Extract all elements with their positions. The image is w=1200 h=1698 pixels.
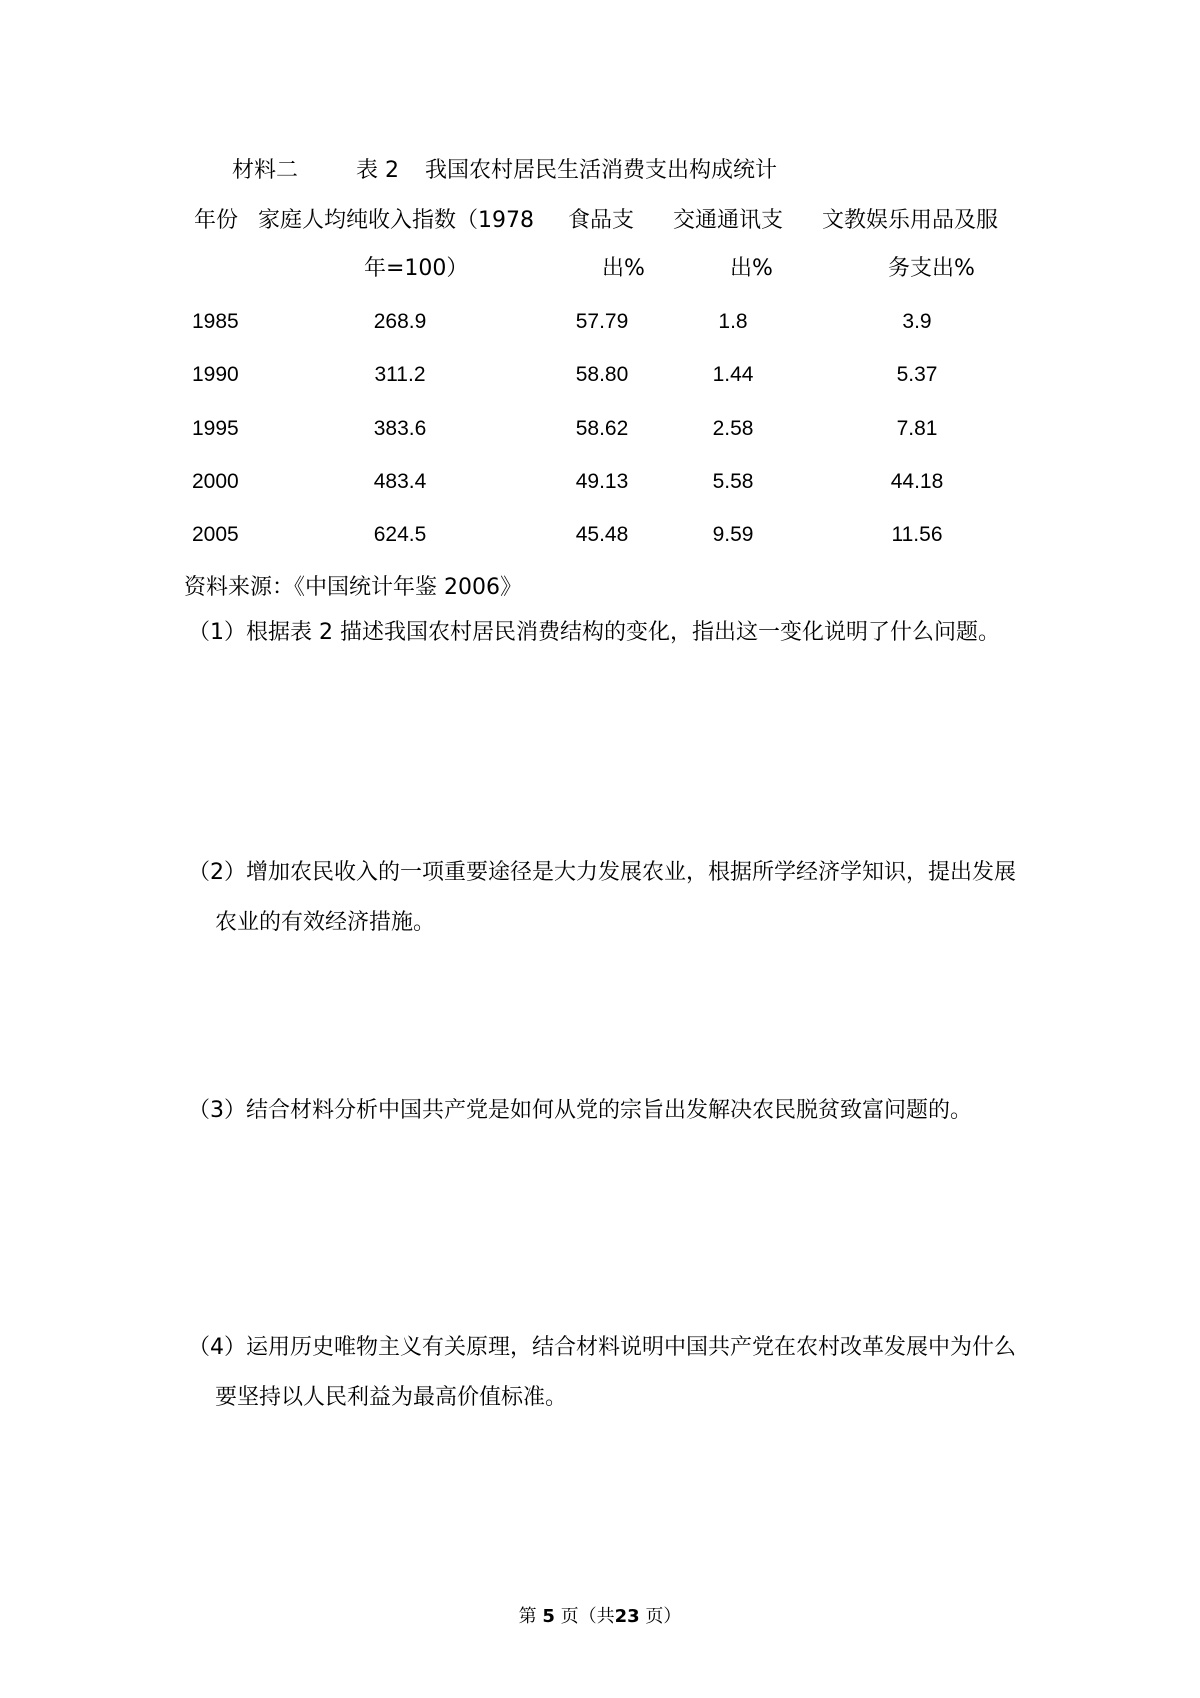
cell-culture: 3.9 — [902, 310, 932, 333]
question-number: （1） — [188, 620, 246, 645]
header-transport-line2: 出% — [730, 256, 773, 281]
footer-middle: 页（共 — [560, 1606, 615, 1627]
cell-transport: 1.44 — [712, 363, 754, 386]
page-footer — [0, 1602, 1200, 1628]
question-text: 根据表 2 描述我国农村居民消费结构的变化，指出这一变化说明了什么问题。 — [246, 620, 1000, 645]
cell-transport: 9.59 — [712, 523, 754, 546]
header-culture-line2: 务支出% — [888, 256, 975, 281]
question-3 — [188, 1086, 1068, 1136]
current-page-number: 5 — [542, 1606, 555, 1627]
footer-suffix: 页） — [645, 1606, 682, 1627]
footer-prefix: 第 — [518, 1606, 537, 1627]
material-label: 材料二 — [232, 158, 299, 183]
header-year: 年份 — [194, 208, 239, 233]
cell-year: 1995 — [192, 417, 239, 440]
cell-food: 49.13 — [575, 470, 629, 493]
cell-transport: 5.58 — [712, 470, 754, 493]
header-culture-line1: 文教娱乐用品及服 — [822, 208, 999, 233]
total-pages-number: 23 — [614, 1606, 640, 1627]
cell-transport: 2.58 — [712, 417, 754, 440]
cell-culture: 7.81 — [896, 417, 938, 440]
data-source: 资料来源：《中国统计年鉴 2006》 — [184, 575, 522, 600]
table-label: 表 2 — [356, 158, 399, 183]
cell-income-index: 311.2 — [374, 363, 426, 386]
table-title: 我国农村居民生活消费支出构成统计 — [425, 158, 778, 183]
cell-income-index: 483.4 — [373, 470, 427, 493]
cell-food: 45.48 — [575, 523, 629, 546]
header-transport-line1: 交通通讯支 — [673, 208, 784, 233]
header-income-index-line1: 家庭人均纯收入指数（1978 — [258, 208, 534, 233]
question-2 — [188, 848, 1036, 948]
header-food-line1: 食品支 — [568, 208, 635, 233]
cell-food: 58.80 — [575, 363, 629, 386]
cell-culture: 11.56 — [891, 523, 943, 546]
header-food-line2: 出% — [602, 256, 645, 281]
question-text: 运用历史唯物主义有关原理，结合材料说明中国共产党在农村改革发展中为什么要坚持以人民利益为最高价值标准。 — [215, 1335, 1017, 1410]
cell-year: 1985 — [192, 310, 239, 333]
question-number: （3） — [188, 1098, 246, 1123]
cell-transport: 1.8 — [718, 310, 748, 333]
cell-year: 2005 — [192, 523, 239, 546]
cell-culture: 5.37 — [896, 363, 938, 386]
cell-income-index: 268.9 — [373, 310, 427, 333]
cell-income-index: 624.5 — [373, 523, 427, 546]
cell-year: 1990 — [192, 363, 239, 386]
header-income-index-line2: 年=100） — [364, 256, 469, 281]
cell-culture: 44.18 — [890, 470, 944, 493]
question-4 — [188, 1323, 1036, 1423]
cell-income-index: 383.6 — [373, 417, 427, 440]
question-text: 结合材料分析中国共产党是如何从党的宗旨出发解决农民脱贫致富问题的。 — [246, 1098, 973, 1123]
question-number: （2） — [188, 860, 246, 885]
cell-year: 2000 — [192, 470, 239, 493]
question-number: （4） — [188, 1335, 246, 1360]
cell-food: 57.79 — [575, 310, 629, 333]
question-1 — [188, 608, 1036, 658]
question-text: 增加农民收入的一项重要途径是大力发展农业，根据所学经济学知识，提出发展农业的有效经济措施。 — [215, 860, 1017, 935]
cell-food: 58.62 — [575, 417, 629, 440]
